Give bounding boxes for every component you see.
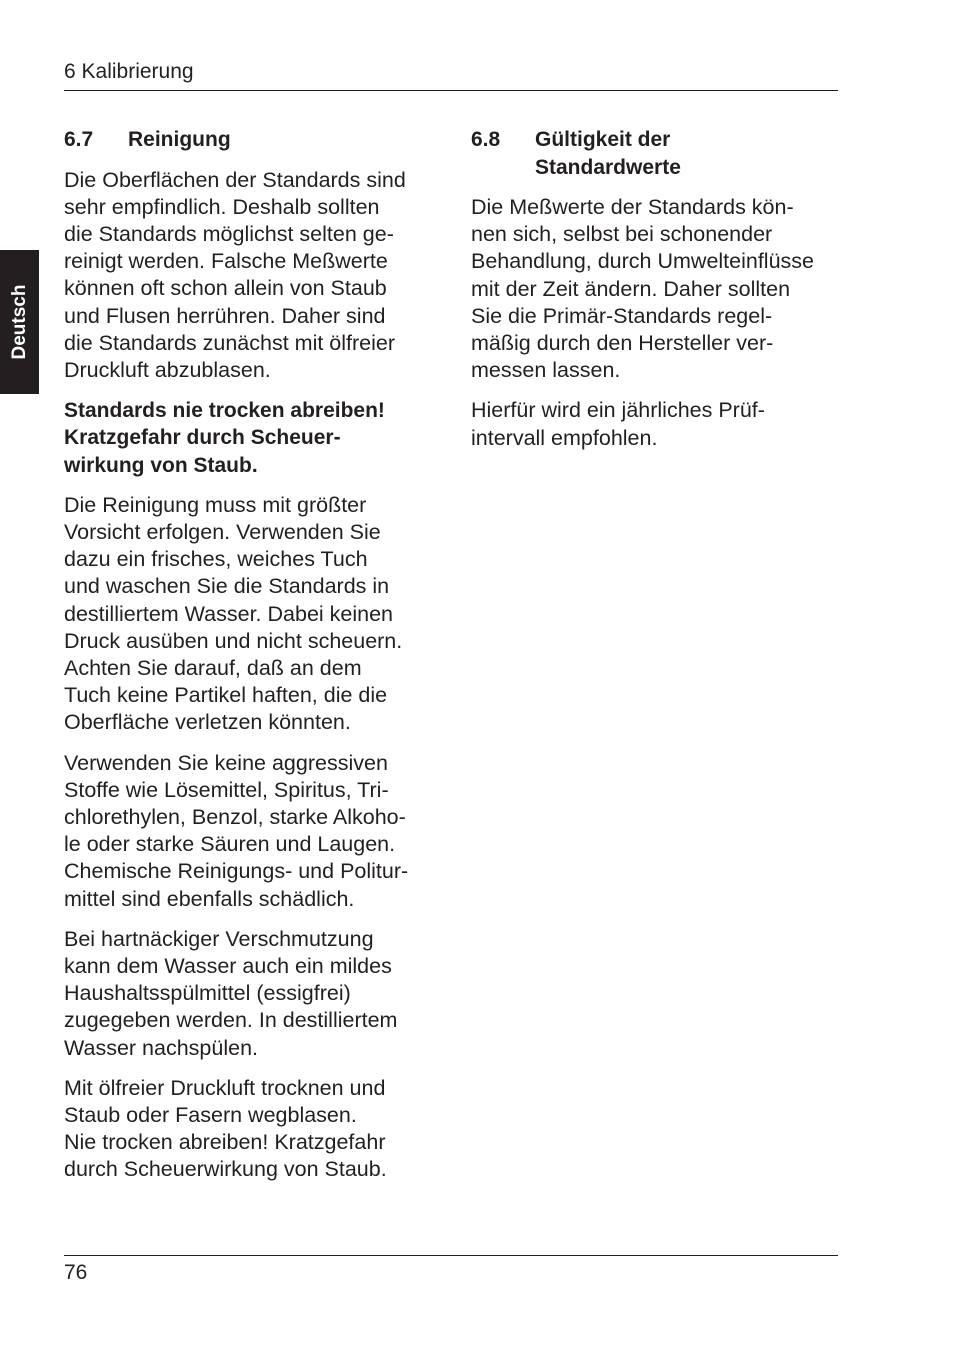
text-line: Stoffe wie Lösemittel, Spiritus, Tri- <box>64 777 389 802</box>
text-line: können oft schon allein von Staub <box>64 276 387 301</box>
section-title-line: Standardwerte <box>535 155 681 179</box>
text-line: mit der Zeit ändern. Daher sollten <box>471 276 791 301</box>
text-line: nen sich, selbst bei schonender <box>471 222 773 247</box>
text-line: Die Reinigung muss mit größter <box>64 492 367 517</box>
text-line: Wasser nachspülen. <box>64 1035 258 1060</box>
text-line: durch Scheuerwirkung von Staub. <box>64 1157 387 1182</box>
text-line: Nie trocken abreiben! Kratzgefahr <box>64 1130 386 1155</box>
text-line: sehr empfindlich. Deshalb sollten <box>64 194 380 219</box>
section-heading-6-7 <box>64 126 436 154</box>
footer-rule <box>64 1255 838 1256</box>
text-line: destilliertem Wasser. Dabei keinen <box>64 601 394 626</box>
text-line: Tuch keine Partikel haften, die die <box>64 683 388 708</box>
paragraph <box>471 397 841 451</box>
text-line: messen lassen. <box>471 358 621 383</box>
text-line: mittel sind ebenfalls schädlich. <box>64 886 355 911</box>
text-line: reinigt werden. Falsche Meßwerte <box>64 249 388 274</box>
right-column <box>471 126 841 465</box>
text-line: Mit ölfreier Druckluft trocknen und <box>64 1075 386 1100</box>
section-heading-6-8 <box>471 126 841 181</box>
text-line: Druckluft abzublasen. <box>64 357 271 382</box>
section-title-line: Gültigkeit der <box>535 128 671 151</box>
text-line: wirkung von Staub. <box>64 453 258 477</box>
text-line: Verwenden Sie keine aggressiven <box>64 750 388 775</box>
text-line: Druck ausüben und nicht scheuern. <box>64 628 403 653</box>
paragraph <box>64 926 436 1062</box>
text-line: zugegeben werden. In destilliertem <box>64 1008 398 1033</box>
paragraph <box>64 750 436 913</box>
left-column <box>64 126 436 1197</box>
text-line: Sie die Primär-Standards regel- <box>471 303 773 328</box>
section-number: 6.8 <box>471 128 501 151</box>
header-rule <box>64 90 838 91</box>
text-line: die Standards möglichst selten ge- <box>64 221 394 246</box>
page-number: 76 <box>64 1261 88 1284</box>
language-tab <box>0 250 39 394</box>
text-line: und waschen Sie die Standards in <box>64 574 390 599</box>
text-line: Behandlung, durch Umwelteinflüsse <box>471 249 815 274</box>
section-title: Reinigung <box>128 128 231 151</box>
paragraph <box>64 167 436 385</box>
text-line: Staub oder Fasern wegblasen. <box>64 1103 357 1127</box>
text-line: die Standards zunächst mit ölfreier <box>64 330 396 355</box>
language-tab-label: Deutsch <box>8 284 30 360</box>
text-line: Chemische Reinigungs- und Politur- <box>64 859 409 884</box>
text-line: Die Meßwerte der Standards kön- <box>471 195 794 219</box>
text-line: Oberfläche verletzen könnten. <box>64 710 351 735</box>
running-header: 6 Kalibrierung <box>64 60 194 83</box>
text-line: Vorsicht erfolgen. Verwenden Sie <box>64 519 381 544</box>
paragraph <box>471 194 841 384</box>
text-line: kann dem Wasser auch ein mildes <box>64 953 392 978</box>
text-line: intervall empfohlen. <box>471 425 658 450</box>
paragraph <box>64 492 436 737</box>
paragraph <box>64 1075 436 1184</box>
warning-paragraph <box>64 397 436 479</box>
text-line: le oder starke Säuren und Laugen. <box>64 832 396 857</box>
text-line: Bei hartnäckiger Verschmutzung <box>64 926 374 951</box>
text-line: Die Oberflächen der Standards sind <box>64 167 406 192</box>
section-title <box>535 126 841 181</box>
text-line: Kratzgefahr durch Scheuer- <box>64 426 341 450</box>
text-line: dazu ein frisches, weiches Tuch <box>64 547 368 572</box>
text-line: Standards nie trocken abreiben! <box>64 399 385 423</box>
text-line: Achten Sie darauf, daß an dem <box>64 655 362 680</box>
text-line: Hierfür wird ein jährliches Prüf- <box>471 398 765 423</box>
text-line: chlorethylen, Benzol, starke Alkoho- <box>64 804 406 829</box>
text-line: und Flusen herrühren. Daher sind <box>64 303 386 328</box>
section-number: 6.7 <box>64 128 94 151</box>
text-line: Haushaltsspülmittel (essigfrei) <box>64 981 351 1006</box>
text-line: mäßig durch den Hersteller ver- <box>471 331 774 356</box>
